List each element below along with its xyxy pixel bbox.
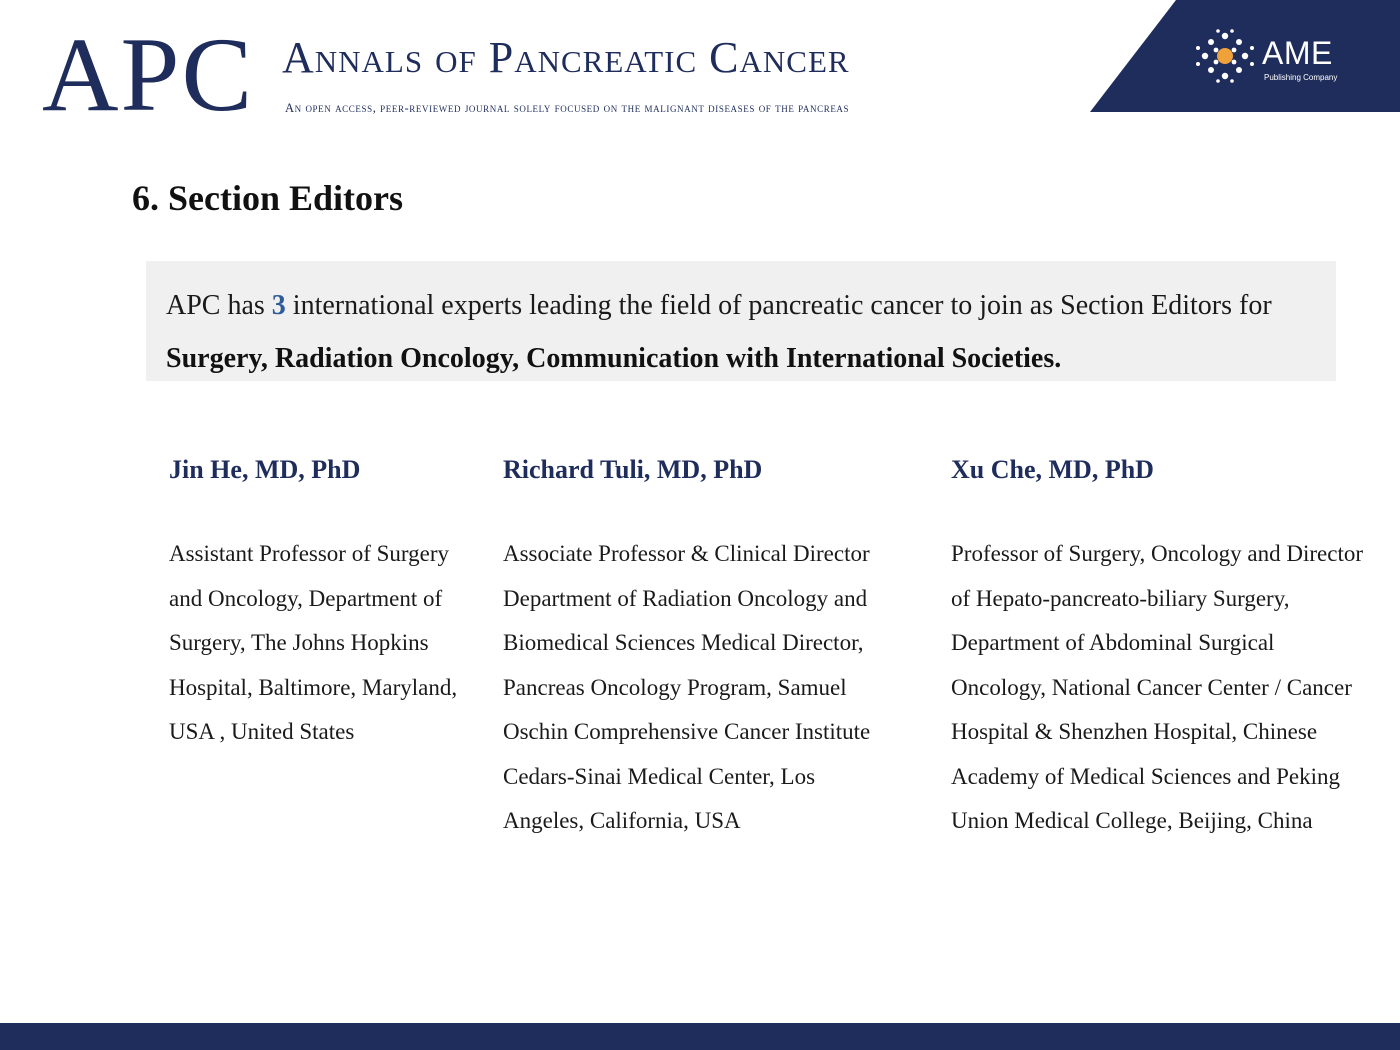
apc-logo: APC	[42, 16, 255, 133]
editor-description: Assistant Professor of Surgery and Oncology, Department of Surgery, The Johns Hopkins Hospital, Baltimore, Maryland, USA , United States	[169, 541, 458, 744]
ame-logo-subtitle: Publishing Company	[1264, 73, 1338, 82]
page-header	[0, 0, 1400, 133]
intro-middle: international experts leading the field of pancreatic cancer to join as Section Editors for	[285, 290, 1272, 321]
editor-name: Richard Tuli, MD, PhD	[503, 455, 763, 484]
intro-prefix: APC has	[166, 290, 272, 321]
intro-sections: Surgery, Radiation Oncology, Communication with International Societies.	[166, 343, 1062, 374]
editor-card-xu-che	[951, 452, 1371, 844]
footer-bar	[0, 1023, 1400, 1050]
editor-description: Professor of Surgery, Oncology and Director of Hepato-pancreato-biliary Surgery, Department of Abdominal Surgical Oncology, National Cancer Center / Cancer Hospital & Shenzhen Hospital, Chinese Academy of Medical Sciences and Peking Union Medical College, Beijing, China	[951, 541, 1363, 833]
editor-description: Associate Professor & Clinical Director Department of Radiation Oncology and Biomedical Sciences Medical Director, Pancreas Oncology Program, Samuel Oschin Comprehensive Cancer Institute Cedars-Sinai Medical Center, Los Angeles, California, USA	[503, 541, 871, 833]
ame-logo-text: AME	[1262, 35, 1333, 71]
section-title: 6. Section Editors	[132, 178, 404, 218]
editor-name: Jin He, MD, PhD	[169, 455, 361, 484]
editor-card-jin-he	[169, 452, 469, 755]
editor-card-richard-tuli	[503, 452, 893, 844]
intro-box	[146, 261, 1336, 381]
journal-title: Annals of Pancreatic Cancer	[282, 33, 850, 82]
editor-name: Xu Che, MD, PhD	[951, 455, 1154, 484]
intro-count: 3	[271, 290, 286, 321]
journal-tagline: An open access, peer-reviewed journal solely focused on the malignant diseases of the pancreas	[285, 101, 850, 115]
ame-logo-icon	[1194, 28, 1256, 84]
